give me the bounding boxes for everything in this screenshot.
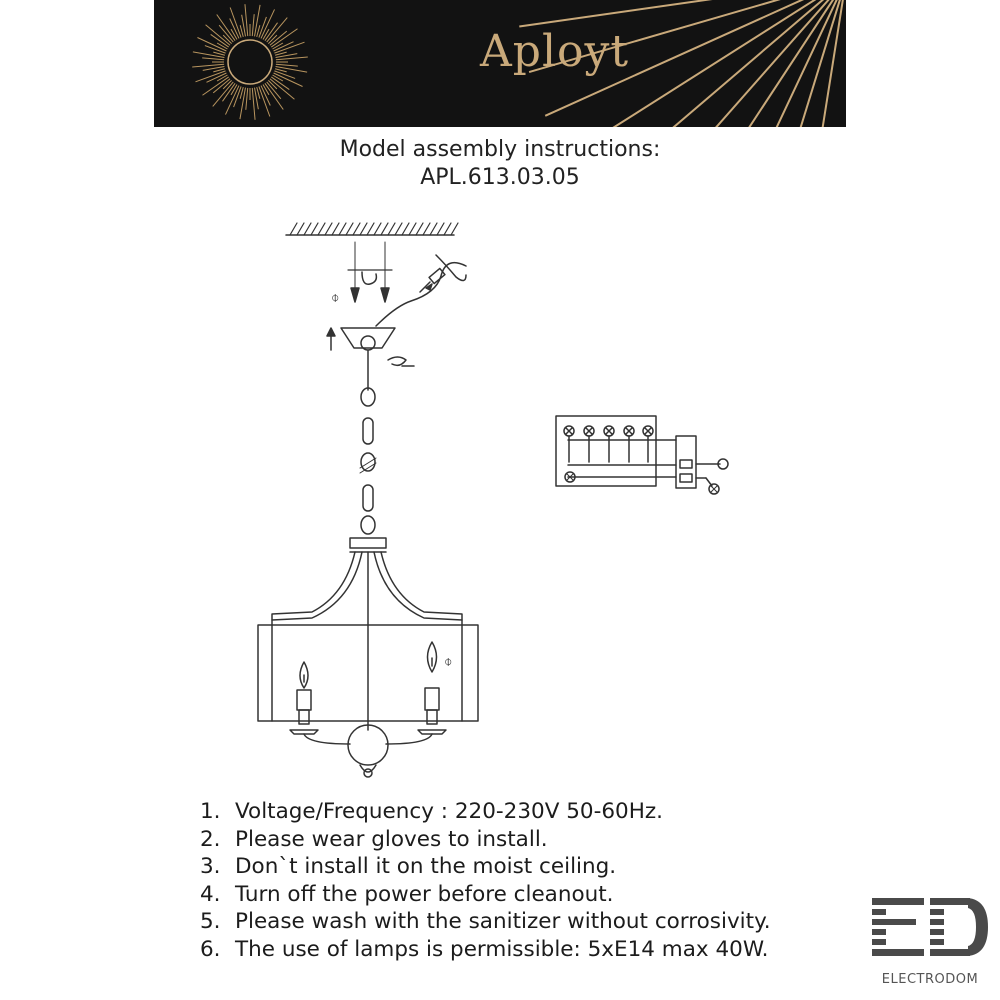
list-item: 3. Don`t install it on the moist ceiling. — [200, 854, 617, 880]
svg-text:⌽: ⌽ — [444, 654, 453, 670]
brand-logo: Aployt — [480, 26, 630, 77]
chain — [360, 350, 376, 534]
list-item: 6. The use of lamps is permissible: 5xE14 max 40W. — [200, 936, 769, 962]
wiring-diagram — [556, 416, 728, 494]
list-item: 5. Please wash with the sanitizer without corrosivity. — [200, 909, 771, 935]
candle-left — [290, 662, 318, 734]
list-item: 1. Voltage/Frequency : 220-230V 50-60Hz. — [200, 799, 664, 824]
candle-right — [418, 642, 452, 734]
list-item: 4. Turn off the power before cleanout. — [200, 881, 614, 907]
svg-text:⌽: ⌽ — [331, 290, 340, 306]
canopy — [327, 328, 414, 366]
title-line: Model assembly instructions: — [339, 137, 661, 162]
center-ball-and-arms — [304, 725, 432, 777]
list-item: 2. Please wear gloves to install. — [200, 826, 548, 852]
electrodom-wordmark: ELECTRODOM — [881, 972, 979, 987]
brand-banner — [154, 0, 846, 127]
model-number: APL.613.03.05 — [420, 165, 580, 190]
instruction-list — [200, 798, 771, 964]
lamp-frame — [258, 538, 478, 730]
power-wire — [376, 255, 466, 326]
page-title — [0, 136, 1000, 192]
ceiling-hatch — [286, 223, 458, 235]
assembly-diagram — [0, 200, 1000, 790]
mounting-screws-icon — [331, 242, 392, 306]
